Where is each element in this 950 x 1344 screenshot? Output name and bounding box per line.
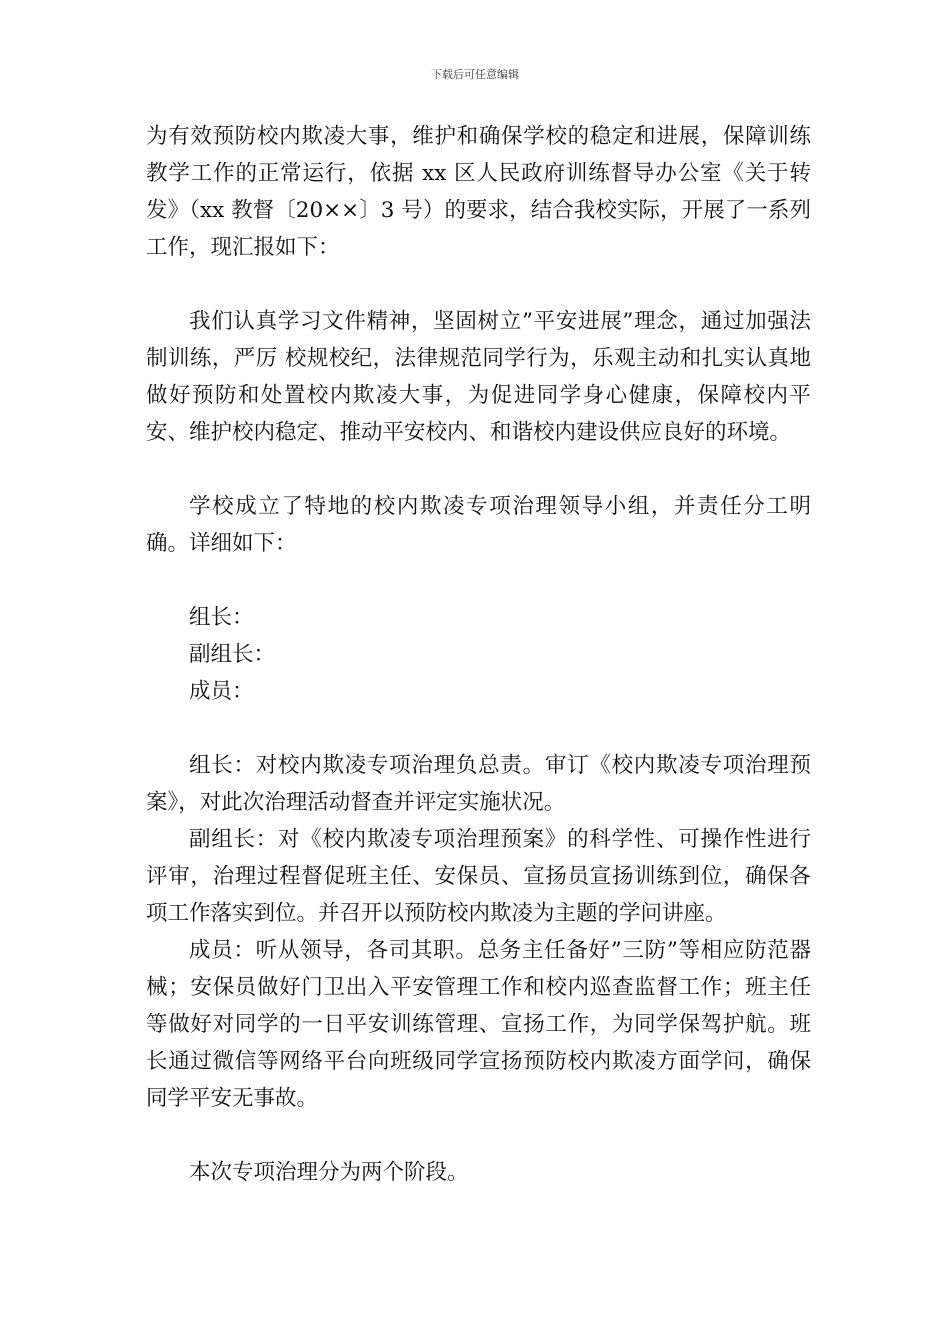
document-body (146, 118, 811, 1191)
group-intro-paragraph: 学校成立了特地的校内欺凌专项治理领导小组，并责任分工明确。详细如下： (146, 494, 811, 556)
leader-list-item: 组长： (189, 605, 254, 630)
paragraph-gap (146, 266, 811, 303)
paragraph-gap (146, 451, 811, 488)
deputy-duty-paragraph: 副组长：对《校内欺凌专项治理预案》的科学性、可操作性进行评审，治理过程督促班主任、安保员、宣扬员宣扬训练到位，确保各项工作落实到位。并召开以预防校内欺凌为主题的学问讲座。 (146, 827, 811, 926)
intro-paragraph: 为有效预防校内欺凌大事，维护和确保学校的稳定和进展，保障训练教学工作的正常运行，依据 xx 区人民政府训练督导办公室《关于转发》（xx 教督〔20××〕3 号）的要求，结合我校实际，开展了一系列工作，现汇报如下： (146, 124, 811, 260)
members-duty-paragraph: 成员：听从领导，各司其职。总务主任备好”三防”等相应防范器械；安保员做好门卫出入平安管理工作和校内巡查监督工作；班主任等做好对同学的一日平安训练管理、宣扬工作，为同学保驾护航。班长通过微信等网络平台向班级同学宣扬预防校内欺凌方面学问，确保同学平安无事故。 (146, 938, 811, 1111)
paragraph-gap (146, 1117, 811, 1154)
measures-paragraph: 我们认真学习文件精神，坚固树立”平安进展”理念，通过加强法制训练，严厉 校规校纪，法律规范同学行为，乐观主动和扎实认真地做好预防和处置校内欺凌大事，为促进同学身心健康，保障校内平安、维护校内稳定、推动平安校内、和谐校内建设供应良好的环境。 (146, 309, 811, 445)
deputy-leader-list-item: 副组长： (189, 642, 276, 667)
paragraph-gap (146, 710, 811, 747)
members-list-item: 成员： (189, 679, 254, 704)
paragraph-gap (146, 562, 811, 599)
page-header: 下载后可任意编辑 (431, 68, 519, 81)
leader-duty-paragraph: 组长：对校内欺凌专项治理负总责。审订《校内欺凌专项治理预案》，对此次治理活动督查并评定实施状况。 (146, 753, 811, 815)
stages-paragraph: 本次专项治理分为两个阶段。 (189, 1160, 469, 1185)
